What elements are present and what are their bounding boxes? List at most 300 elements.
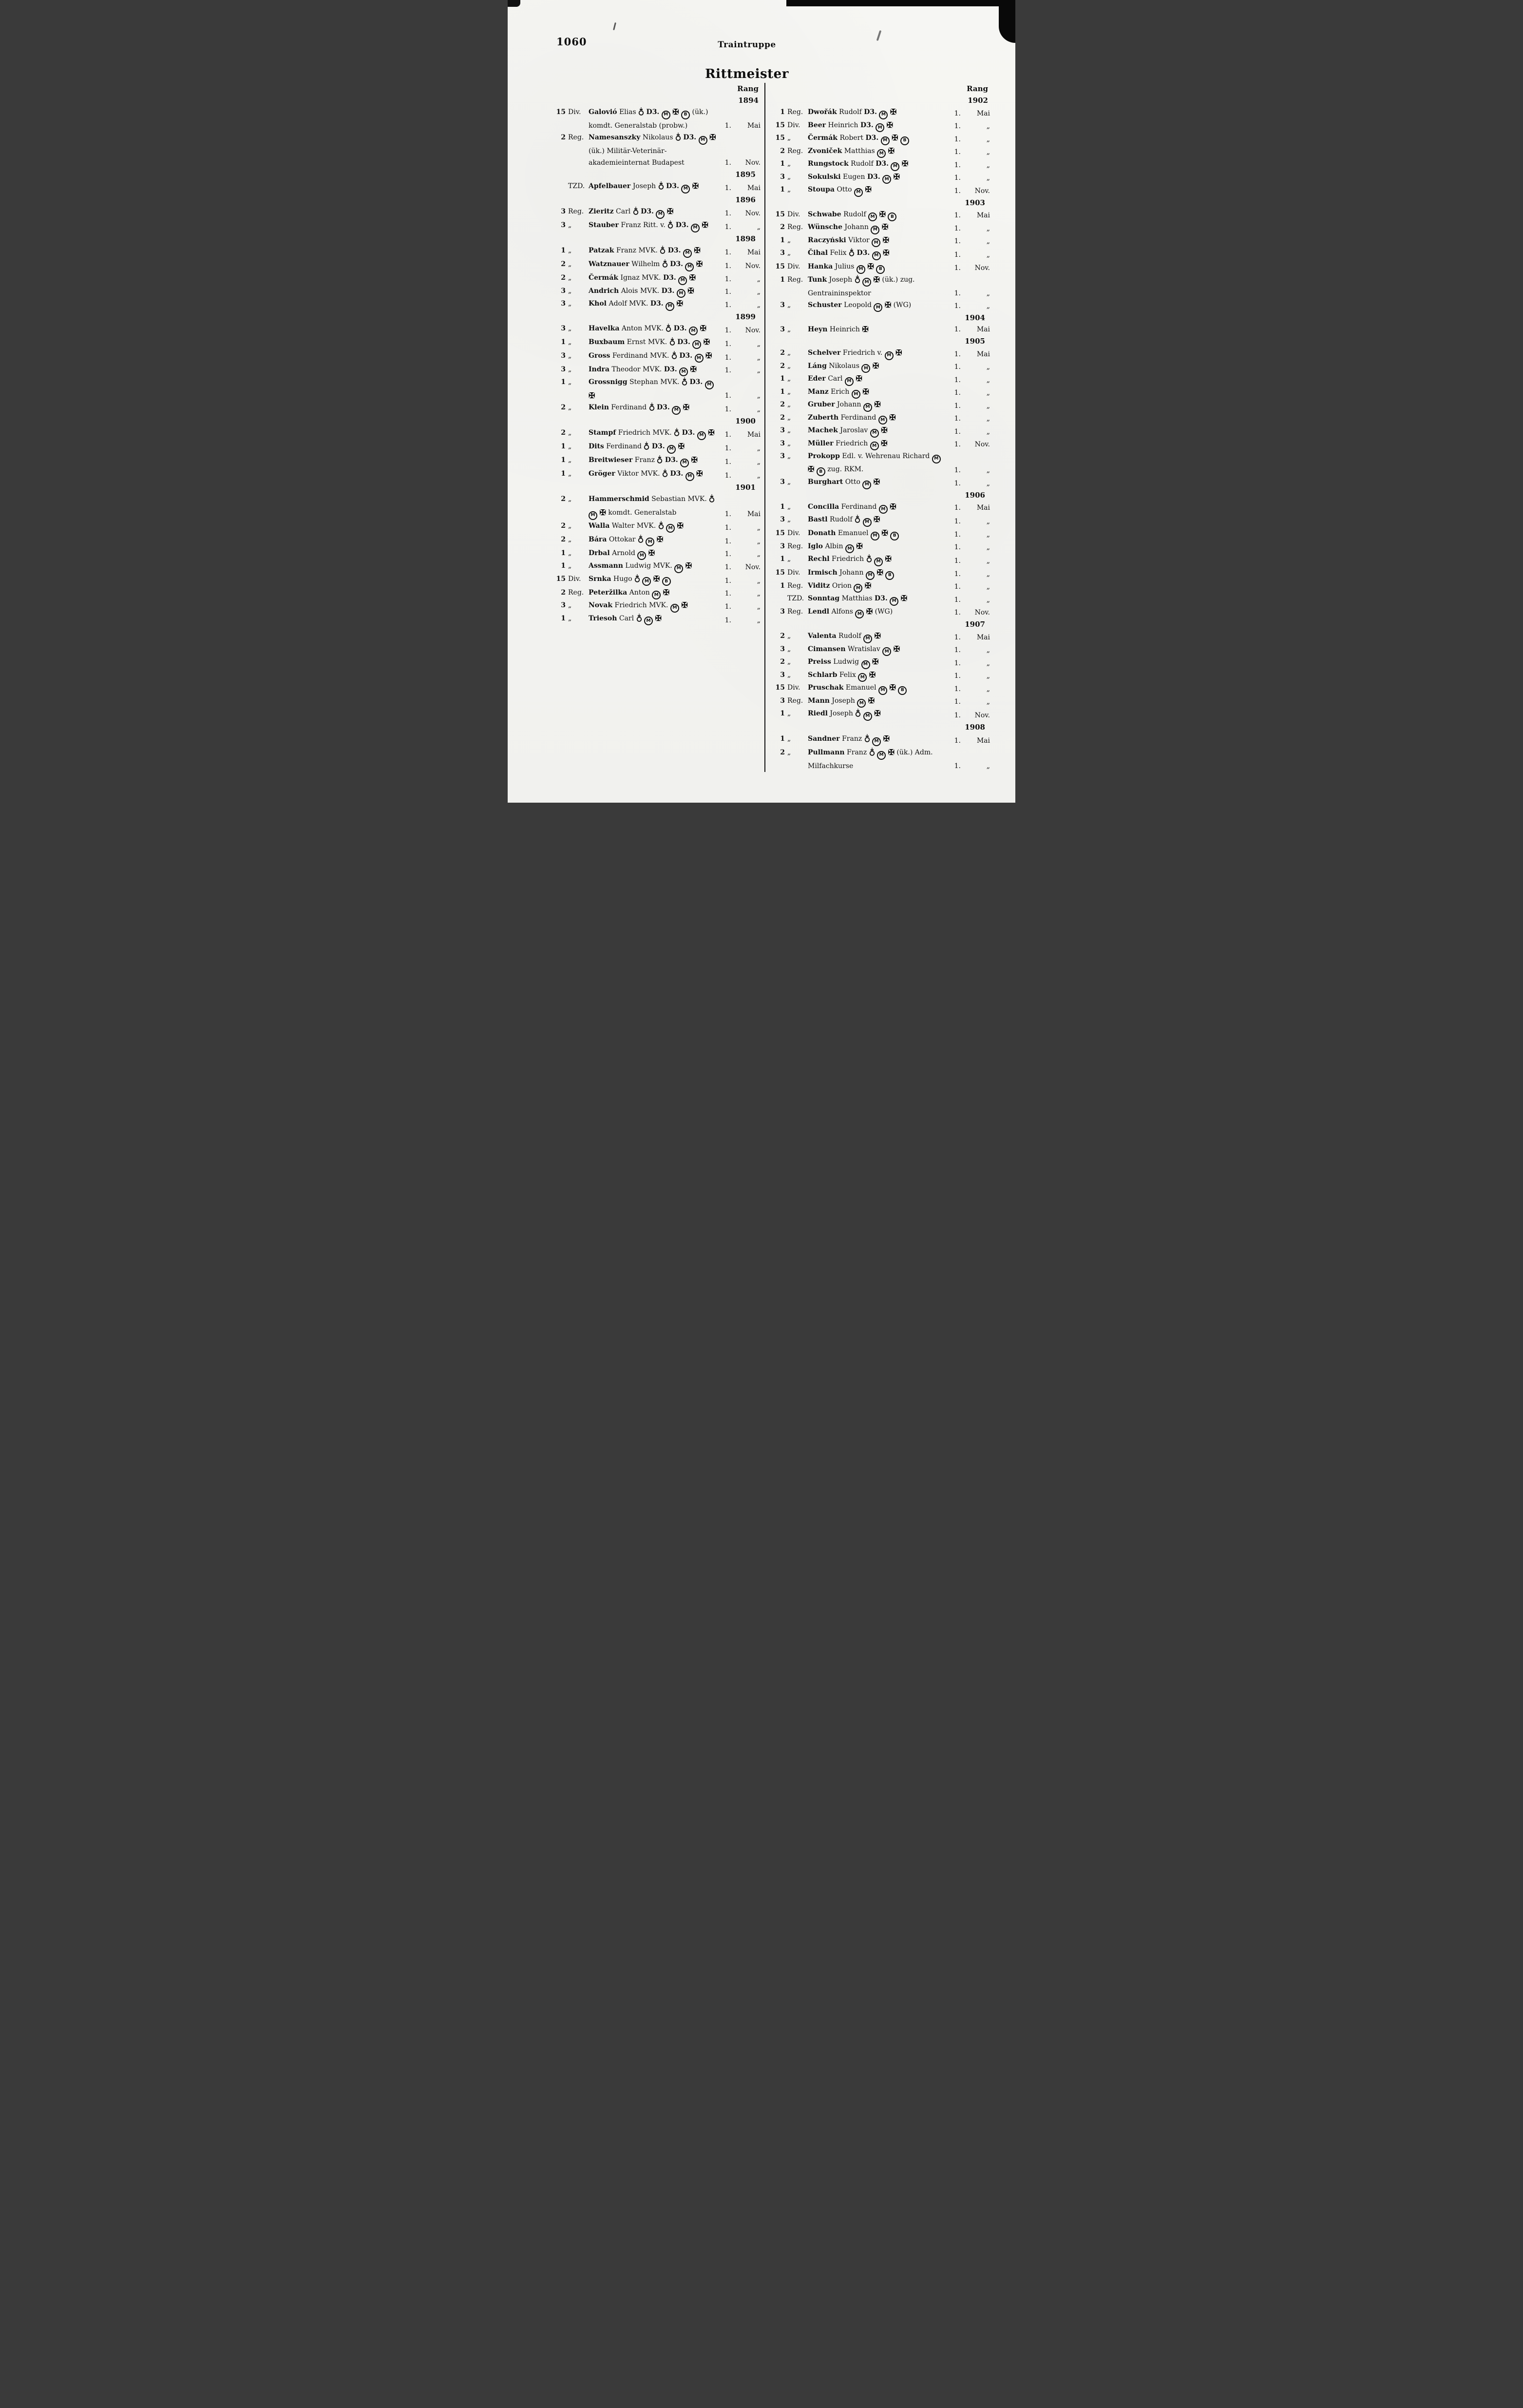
circled-m-medal-icon: M <box>642 577 651 586</box>
rank-date-month: Mai <box>976 212 990 219</box>
unit-number: 3 <box>780 696 785 705</box>
rank-date-month: „ <box>986 376 990 384</box>
orb-crown-medal-icon <box>662 259 668 272</box>
orb-crown-medal-icon <box>667 220 673 233</box>
circled-m-medal-icon: M <box>879 505 888 514</box>
circled-m-medal-icon: M <box>866 571 875 580</box>
rank-date-month: Mai <box>976 633 990 641</box>
officer-entry <box>773 347 990 360</box>
circled-b-medal-icon: B <box>888 212 896 221</box>
officer-name-and-decorations: Müller Friedrich M ✠ <box>808 438 948 451</box>
officer-name-and-decorations: Apfelbauer Joseph D3. M ✠ <box>589 180 719 194</box>
circled-b-medal-icon: B <box>885 571 894 580</box>
unit-number: 3 <box>780 542 785 550</box>
orb-crown-medal-icon <box>638 535 644 547</box>
unit-type: Reg. <box>787 542 803 550</box>
officer-surname: Apfelbauer <box>589 182 631 190</box>
rang-label: Rang <box>737 84 759 93</box>
officer-surname: Manz <box>808 387 829 396</box>
rank-date-month: Mai <box>747 431 761 439</box>
rank-date-month: „ <box>986 762 990 770</box>
officer-surname: Dwořák <box>808 108 837 116</box>
circled-m-medal-icon: M <box>862 278 871 287</box>
rank-date <box>948 374 990 386</box>
unit-number: 15 <box>556 108 566 116</box>
officer-entry <box>773 643 990 656</box>
officer-surname: Iglo <box>808 542 823 550</box>
unit-type: Div. <box>787 684 800 692</box>
rank-date <box>719 390 761 402</box>
officer-name-and-decorations: Schwabe Rudolf M ✠ B <box>808 209 948 222</box>
rank-date-month: „ <box>986 672 990 680</box>
rank-date-month: „ <box>757 288 761 296</box>
rank-date <box>948 249 990 261</box>
order-d3-label: D3. <box>682 429 695 437</box>
officer-surname: Stampf <box>589 429 616 437</box>
rank-date-day: 1. <box>724 444 731 452</box>
rank-date-day: 1. <box>724 122 731 130</box>
rank-date <box>719 404 761 415</box>
maltese-cross-medal-icon: ✠ <box>676 299 683 308</box>
unit-type: „ <box>568 404 572 411</box>
unit-number: 3 <box>780 326 785 333</box>
officer-entry <box>773 119 990 133</box>
unit-type: „ <box>787 186 791 193</box>
rank-date-day: 1. <box>954 302 961 310</box>
officer-name-and-decorations: Khol Adolf MVK. D3. M ✠ <box>589 298 719 311</box>
circled-m-medal-icon: M <box>863 403 872 412</box>
officer-surname: Drbal <box>589 549 610 557</box>
officer-surname: Schlarb <box>808 671 838 679</box>
order-d3-label: D3. <box>661 287 675 295</box>
officer-entry <box>554 599 761 613</box>
officer-entry <box>554 547 761 560</box>
unit-type: Div. <box>568 575 581 583</box>
unit-type: „ <box>568 300 572 308</box>
unit-type: Div. <box>787 121 800 129</box>
maltese-cross-medal-icon: ✠ <box>883 734 890 743</box>
unit-type: „ <box>568 338 572 346</box>
officer-entry <box>554 258 761 272</box>
officer-name-and-decorations: Eder Carl M ✠ <box>808 373 948 386</box>
officer-name-and-decorations: Pruschak Emanuel M ✠ B <box>808 682 948 695</box>
officer-name-and-decorations: Čermák Robert D3. M ✠ B <box>808 132 948 145</box>
rank-date-month: „ <box>986 698 990 706</box>
circled-b-medal-icon: B <box>890 532 899 540</box>
maltese-cross-medal-icon: ✠ <box>873 477 880 486</box>
rank-date-day: 1. <box>954 251 961 259</box>
officer-entry <box>554 427 761 441</box>
officer-entry <box>554 285 761 298</box>
rank-date <box>948 300 990 312</box>
rank-date <box>948 581 990 593</box>
rank-date-day: 1. <box>954 109 961 117</box>
rank-date-day: 1. <box>724 159 731 167</box>
rank-date-month: Mai <box>747 510 761 518</box>
rank-date-day: 1. <box>954 148 961 156</box>
unit-number: 2 <box>561 260 566 268</box>
officer-surname: Láng <box>808 362 827 370</box>
maltese-cross-medal-icon: ✠ <box>808 464 815 474</box>
officer-entry <box>554 106 761 132</box>
officer-surname: Stauber <box>589 221 619 229</box>
order-d3-label: D3. <box>867 173 880 181</box>
order-d3-label: D3. <box>864 108 877 116</box>
circled-m-medal-icon: M <box>855 610 864 618</box>
officer-entry <box>554 520 761 534</box>
officer-surname: Čermák <box>808 134 838 142</box>
officer-name-and-decorations: Viditz Orion M ✠ <box>808 580 948 593</box>
officer-name-and-decorations: Irmisch Johann M ✠ B <box>808 567 948 580</box>
officer-entry <box>773 399 990 412</box>
unit-type: Reg. <box>568 588 584 597</box>
unit-number: 1 <box>780 375 785 383</box>
rank-date-day: 1. <box>954 224 961 232</box>
rank-date-month: „ <box>757 392 761 400</box>
circled-m-medal-icon: M <box>672 406 681 415</box>
maltese-cross-medal-icon: ✠ <box>696 259 703 269</box>
rank-date-month: Mai <box>747 249 761 256</box>
officer-surname: Mann <box>808 696 830 705</box>
officer-surname: Triesoh <box>589 614 617 622</box>
orb-crown-medal-icon <box>638 107 644 120</box>
circled-m-medal-icon: M <box>870 429 879 438</box>
rank-date-month: Nov. <box>745 326 761 334</box>
officer-name-and-decorations: Indra Theodor MVK. D3. M ✠ <box>589 364 719 377</box>
officer-surname: Walla <box>589 521 610 530</box>
officer-surname: Zuberth <box>808 413 839 422</box>
circled-m-medal-icon: M <box>667 445 676 454</box>
officer-name-and-decorations: Rechl Friedrich M ✠ <box>808 553 948 567</box>
rank-date-month: „ <box>986 596 990 604</box>
officer-surname: Novak <box>589 601 613 609</box>
circled-m-medal-icon: M <box>857 699 866 708</box>
rank-date-day: 1. <box>954 570 961 578</box>
circled-m-medal-icon: M <box>697 431 706 440</box>
order-d3-label: D3. <box>650 300 664 308</box>
order-d3-label: D3. <box>663 274 676 282</box>
circled-m-medal-icon: M <box>861 364 870 373</box>
unit-type: Div. <box>787 263 800 270</box>
officer-surname: Sonntag <box>808 595 840 602</box>
rank-date-month: „ <box>757 616 761 624</box>
rank-date-day: 1. <box>954 427 961 436</box>
unit-type: Div. <box>568 108 581 116</box>
maltese-cross-medal-icon: ✠ <box>884 300 892 309</box>
rank-date-month: Mai <box>976 326 990 333</box>
unit-number: 2 <box>780 632 785 640</box>
unit-number: 2 <box>561 274 566 282</box>
rank-date-month: „ <box>986 363 990 371</box>
officer-entry <box>773 274 990 299</box>
rank-date <box>948 657 990 669</box>
rank-date-day: 1. <box>724 616 731 624</box>
officer-entry <box>773 386 990 399</box>
circled-m-medal-icon: M <box>670 604 679 613</box>
unit-number: 3 <box>561 324 566 332</box>
unit-type: „ <box>568 365 572 373</box>
officer-entry <box>554 560 761 573</box>
maltese-cross-medal-icon: ✠ <box>889 412 896 422</box>
unit-type: „ <box>568 260 572 268</box>
officer-name-and-decorations: Iglo Albin M ✠ <box>808 540 948 554</box>
officer-entry <box>773 501 990 514</box>
year-separator: 1907 <box>965 620 985 629</box>
rank-date <box>719 120 761 132</box>
unit-type: „ <box>568 470 572 478</box>
order-d3-label: D3. <box>665 456 678 464</box>
maltese-cross-medal-icon: ✠ <box>653 574 660 583</box>
rank-date <box>948 760 990 772</box>
rank-date-month: „ <box>757 472 761 480</box>
officer-surname: Hammerschmid <box>589 495 649 503</box>
orb-crown-medal-icon <box>855 275 860 288</box>
rank-date <box>948 348 990 360</box>
rank-date-month: „ <box>986 389 990 397</box>
officer-name-and-decorations: Buxbaum Ernst MVK. D3. M ✠ <box>589 336 719 350</box>
rank-date <box>719 247 761 258</box>
unit-number: 3 <box>561 287 566 295</box>
orb-crown-medal-icon <box>636 614 642 626</box>
officer-entry <box>773 221 990 234</box>
page-header-row <box>508 0 1015 55</box>
circled-m-medal-icon: M <box>872 251 881 260</box>
officer-name-and-decorations: Gröger Viktor MVK. D3. M ✠ <box>589 468 719 482</box>
officer-name-and-decorations: Novak Friedrich MVK. M ✠ <box>589 599 719 613</box>
officer-surname: Patzak <box>589 247 614 254</box>
maltese-cross-medal-icon: ✠ <box>687 286 694 295</box>
rank-date-day: 1. <box>724 366 731 374</box>
rank-date-month: „ <box>757 444 761 452</box>
circled-m-medal-icon: M <box>885 351 894 360</box>
unit-type: „ <box>568 274 572 282</box>
circled-m-medal-icon: M <box>656 210 665 219</box>
unit-type: „ <box>787 301 791 309</box>
rank-date-month: Nov. <box>745 159 761 167</box>
officer-surname: Preiss <box>808 658 831 666</box>
rank-date-month: Mai <box>976 504 990 512</box>
rank-date-day: 1. <box>954 289 961 297</box>
rank-date-month: „ <box>986 251 990 259</box>
unit-type: „ <box>787 426 791 434</box>
year-separator: 1905 <box>965 337 985 346</box>
officer-entry <box>773 184 990 197</box>
unit-number: 15 <box>775 134 785 142</box>
unit-number: 2 <box>780 362 785 370</box>
maltese-cross-medal-icon: ✠ <box>696 469 703 478</box>
maltese-cross-medal-icon: ✠ <box>709 133 716 142</box>
rank-date-month: „ <box>757 353 761 362</box>
year-separator: 1906 <box>965 490 985 500</box>
officer-surname: Bára <box>589 535 607 543</box>
officer-name-and-decorations: Raczyński Viktor M ✠ <box>808 234 948 248</box>
maltese-cross-medal-icon: ✠ <box>700 323 706 333</box>
officer-name-and-decorations: Riedl Joseph M ✠ <box>808 708 948 721</box>
officer-surname: Namesanszky <box>589 134 641 141</box>
circled-b-medal-icon: B <box>662 577 671 586</box>
rank-date <box>948 361 990 373</box>
circled-m-medal-icon: M <box>662 111 670 119</box>
orb-crown-medal-icon <box>869 748 875 760</box>
officer-surname: Breitwieser <box>589 456 633 464</box>
officer-surname: Indra <box>589 365 609 373</box>
unit-number: 1 <box>780 735 785 743</box>
rank-date-month: „ <box>986 557 990 565</box>
maltese-cross-medal-icon: ✠ <box>881 438 888 448</box>
maltese-cross-medal-icon: ✠ <box>874 515 880 524</box>
officer-name-and-decorations: Machek Jaroslav M ✠ <box>808 424 948 438</box>
officer-name-and-decorations: Andrich Alois MVK. D3. M ✠ <box>589 285 719 298</box>
rank-date-day: 1. <box>954 389 961 397</box>
officer-entry <box>773 145 990 158</box>
rank-date <box>948 413 990 424</box>
officer-name-and-decorations: Stauber Franz Ritt. v. D3. M ✠ <box>589 219 719 233</box>
maltese-cross-medal-icon: ✠ <box>663 587 670 597</box>
rank-date-day: 1. <box>954 543 961 551</box>
rank-date-month: „ <box>986 289 990 297</box>
orb-crown-medal-icon <box>671 351 677 364</box>
unit-number: 15 <box>775 684 785 692</box>
order-d3-label: D3. <box>675 221 689 229</box>
unit-type: „ <box>568 443 572 450</box>
maltese-cross-medal-icon: ✠ <box>864 580 872 590</box>
unit-type: „ <box>568 521 572 530</box>
unit-number: 15 <box>775 263 785 270</box>
circled-m-medal-icon: M <box>666 302 674 311</box>
rank-date-month: „ <box>986 427 990 436</box>
rank-date-month: „ <box>757 537 761 545</box>
officer-name-and-decorations: Galovió Elias D3. M ✠ B (ük.) komdt. Generalstab (probw.) <box>589 107 708 130</box>
officer-surname: Tunk <box>808 275 827 284</box>
officer-surname: Gröger <box>589 470 615 478</box>
circled-m-medal-icon: M <box>637 551 646 560</box>
rank-date-day: 1. <box>724 563 731 571</box>
orb-crown-medal-icon <box>662 469 668 482</box>
order-d3-label: D3. <box>667 247 681 254</box>
circled-b-medal-icon: B <box>681 111 690 119</box>
officer-name-and-decorations: Tunk Joseph M ✠ (ük.) zug. Gentraininspektor <box>808 274 915 297</box>
unit-type: „ <box>568 378 572 386</box>
circled-m-medal-icon: M <box>674 564 683 573</box>
maltese-cross-medal-icon: ✠ <box>872 657 879 666</box>
officer-name-and-decorations: Lendl Alfons M ✠ (WG) <box>808 606 948 619</box>
officer-surname: Burghart <box>808 478 843 486</box>
maltese-cross-medal-icon: ✠ <box>705 350 712 360</box>
maltese-cross-medal-icon: ✠ <box>867 262 874 271</box>
rank-date-day: 1. <box>954 402 961 410</box>
unit-type: „ <box>787 375 791 383</box>
rank-date-day: 1. <box>954 712 961 719</box>
order-d3-label: D3. <box>689 378 703 386</box>
rank-date-day: 1. <box>724 275 731 283</box>
orb-crown-medal-icon <box>849 248 855 261</box>
rank-date-day: 1. <box>724 472 731 480</box>
officer-name-and-decorations: Peteržilka Anton M ✠ <box>589 587 719 600</box>
rank-date-month: „ <box>757 523 761 532</box>
rank-date-month: Mai <box>747 122 761 130</box>
order-d3-label: D3. <box>865 134 879 142</box>
rank-date-day: 1. <box>724 523 731 532</box>
rank-date-day: 1. <box>724 353 731 362</box>
circled-m-medal-icon: M <box>852 390 860 399</box>
officer-surname: Riedl <box>808 710 828 717</box>
circled-m-medal-icon: M <box>932 455 941 463</box>
circled-m-medal-icon: M <box>691 224 700 232</box>
circled-m-medal-icon: M <box>683 249 692 258</box>
unit-type: Div. <box>787 210 800 218</box>
circled-b-medal-icon: B <box>876 265 885 274</box>
rank-date-day: 1. <box>954 237 961 245</box>
orb-crown-medal-icon <box>864 734 870 747</box>
rank-date-month: „ <box>757 301 761 309</box>
order-d3-label: D3. <box>683 134 697 141</box>
officer-entry <box>773 209 990 222</box>
officer-surname: Pruschak <box>808 684 844 692</box>
officer-name-and-decorations: Klein Ferdinand D3. M ✠ <box>589 402 719 415</box>
circled-m-medal-icon: M <box>890 597 898 606</box>
officer-name-and-decorations: Schelver Friedrich v. M ✠ <box>808 347 948 360</box>
rank-date-day: 1. <box>954 672 961 680</box>
circled-m-medal-icon: M <box>679 367 688 376</box>
rank-date-month: Mai <box>747 184 761 192</box>
orb-crown-medal-icon <box>709 494 715 507</box>
unit-type: „ <box>568 221 572 229</box>
maltese-cross-medal-icon: ✠ <box>895 348 902 357</box>
officer-name-and-decorations: Watznauer Wilhelm D3. M ✠ <box>589 258 719 272</box>
circled-m-medal-icon: M <box>685 472 694 481</box>
officer-name-and-decorations: Preiss Ludwig M ✠ <box>808 656 948 669</box>
officer-entry <box>773 106 990 119</box>
unit-number: 15 <box>775 529 785 537</box>
unit-type: „ <box>787 749 791 756</box>
officer-entry <box>773 540 990 554</box>
rank-date-day: 1. <box>954 350 961 358</box>
officer-surname: Rechl <box>808 555 830 563</box>
maltese-cross-medal-icon: ✠ <box>874 400 881 409</box>
officer-entry <box>773 682 990 695</box>
unit-type: Div. <box>787 569 800 577</box>
officer-entry <box>554 454 761 468</box>
rank-date-day: 1. <box>724 550 731 558</box>
maltese-cross-medal-icon: ✠ <box>862 386 869 396</box>
unit-type: „ <box>568 495 572 503</box>
circled-m-medal-icon: M <box>857 265 865 274</box>
officer-surname: Machek <box>808 426 838 434</box>
unit-type: „ <box>787 516 791 523</box>
rank-date-day: 1. <box>954 264 961 272</box>
rank-date-day: 1. <box>954 557 961 565</box>
maltese-cross-medal-icon: ✠ <box>874 709 881 718</box>
officer-entry <box>773 553 990 567</box>
officer-entry <box>773 450 990 476</box>
maltese-cross-medal-icon: ✠ <box>900 594 908 603</box>
unit-number: 1 <box>561 247 566 254</box>
rank-date <box>948 426 990 438</box>
rank-date-day: 1. <box>954 518 961 525</box>
rank-date-month: „ <box>986 685 990 693</box>
officer-name-and-decorations: Walla Walter MVK. M ✠ <box>589 520 719 534</box>
unit-number: 3 <box>780 671 785 679</box>
circled-m-medal-icon: M <box>879 111 888 119</box>
unit-number: 3 <box>780 478 785 486</box>
officer-entry <box>773 299 990 312</box>
unit-type: „ <box>787 658 791 666</box>
orb-crown-medal-icon <box>669 337 675 350</box>
rank-date-day: 1. <box>954 441 961 448</box>
officer-name-and-decorations: Stoupa Otto M ✠ <box>808 184 948 197</box>
rank-date-month: „ <box>986 224 990 232</box>
officer-surname: Zieritz <box>589 208 614 215</box>
